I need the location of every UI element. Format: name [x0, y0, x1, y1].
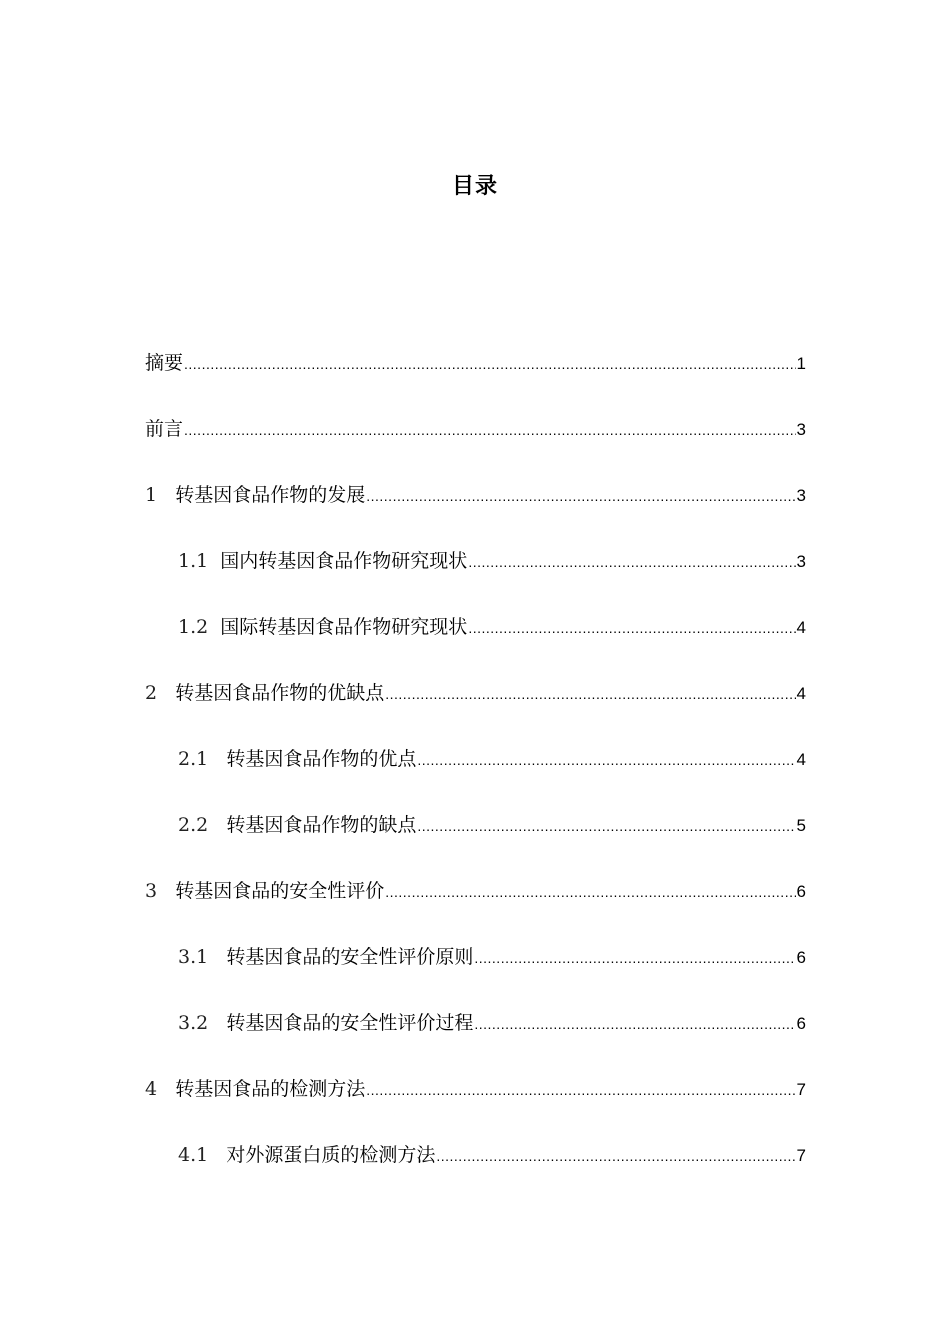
toc-entry-number: 3: [145, 880, 176, 902]
toc-title: 目录: [451, 174, 498, 199]
toc-entry-text: 转基因食品的安全性评价过程: [226, 1012, 474, 1034]
toc-entry-text: 转基因食品作物的发展: [175, 484, 366, 506]
toc-entry-number: 4: [145, 1078, 176, 1100]
toc-entry-text: 国内转基因食品作物研究现状: [220, 550, 468, 572]
toc-page-number: 6: [796, 1014, 806, 1033]
toc-page-number: 6: [796, 882, 806, 901]
toc-dot-leader: [385, 679, 795, 709]
toc-entry-text: 转基因食品作物的优缺点: [175, 682, 385, 704]
toc-entry-section-4-1[interactable]: [178, 1140, 806, 1170]
toc-page-number: 1: [796, 354, 806, 373]
toc-dot-leader: [184, 415, 796, 445]
toc-entry-section-3-2[interactable]: [178, 1008, 806, 1038]
toc-entry-section-1-1[interactable]: [178, 546, 806, 576]
toc-entry-section-2[interactable]: [145, 678, 806, 708]
toc-dot-leader: [184, 349, 796, 379]
toc-entry-text: 国际转基因食品作物研究现状: [220, 616, 468, 638]
toc-entry-number: 1.2: [178, 616, 221, 638]
toc-entry-number: 3.2: [178, 1012, 227, 1034]
toc-entry-text: 对外源蛋白质的检测方法: [226, 1144, 436, 1166]
toc-page-number: 3: [796, 552, 806, 571]
toc-entry-text: 转基因食品的安全性评价原则: [226, 946, 474, 968]
toc-page-number: 3: [796, 420, 806, 439]
toc-entry-text: 转基因食品的检测方法: [175, 1078, 366, 1100]
toc-entry-section-2-1[interactable]: [178, 744, 806, 774]
toc-entry-abstract[interactable]: [145, 348, 806, 378]
toc-entry-number: 1.1: [178, 550, 221, 572]
toc-dot-leader: [468, 613, 795, 643]
toc-entry-text: 摘要: [145, 352, 184, 374]
toc-entry-preface[interactable]: [145, 414, 806, 444]
toc-entry-number: 2.2: [178, 814, 227, 836]
toc-entry-number: 4.1: [178, 1144, 227, 1166]
toc-dot-leader: [468, 547, 795, 577]
toc-dot-leader: [385, 877, 795, 907]
toc-dot-leader: [366, 481, 795, 511]
toc-entry-section-3-1[interactable]: [178, 942, 806, 972]
toc-entry-text: 转基因食品作物的缺点: [226, 814, 417, 836]
toc-page-number: 4: [796, 684, 806, 703]
toc-entry-text: 转基因食品作物的优点: [226, 748, 417, 770]
toc-entry-section-2-2[interactable]: [178, 810, 806, 840]
toc-page-number: 4: [796, 618, 806, 637]
toc-dot-leader: [436, 1141, 795, 1171]
toc-entry-number: 2: [145, 682, 176, 704]
toc-page-number: 5: [796, 816, 806, 835]
toc-entry-text: 转基因食品的安全性评价: [175, 880, 385, 902]
toc-entry-section-1-2[interactable]: [178, 612, 806, 642]
toc-page-number: 4: [796, 750, 806, 769]
toc-dot-leader: [474, 943, 795, 973]
toc-page-number: 3: [796, 486, 806, 505]
toc-page-number: 7: [796, 1146, 806, 1165]
toc-entry-section-3[interactable]: [145, 876, 806, 906]
toc-dot-leader: [417, 745, 795, 775]
toc-entry-section-4[interactable]: [145, 1074, 806, 1104]
toc-entry-section-1[interactable]: [145, 480, 806, 510]
toc-dot-leader: [474, 1009, 795, 1039]
toc-entry-text: 前言: [145, 418, 184, 440]
toc-dot-leader: [417, 811, 795, 841]
toc-dot-leader: [366, 1075, 795, 1105]
toc-entry-number: 2.1: [178, 748, 227, 770]
toc-entry-number: 1: [145, 484, 176, 506]
toc-page-number: 6: [796, 948, 806, 967]
toc-entry-number: 3.1: [178, 946, 227, 968]
toc-page-number: 7: [796, 1080, 806, 1099]
